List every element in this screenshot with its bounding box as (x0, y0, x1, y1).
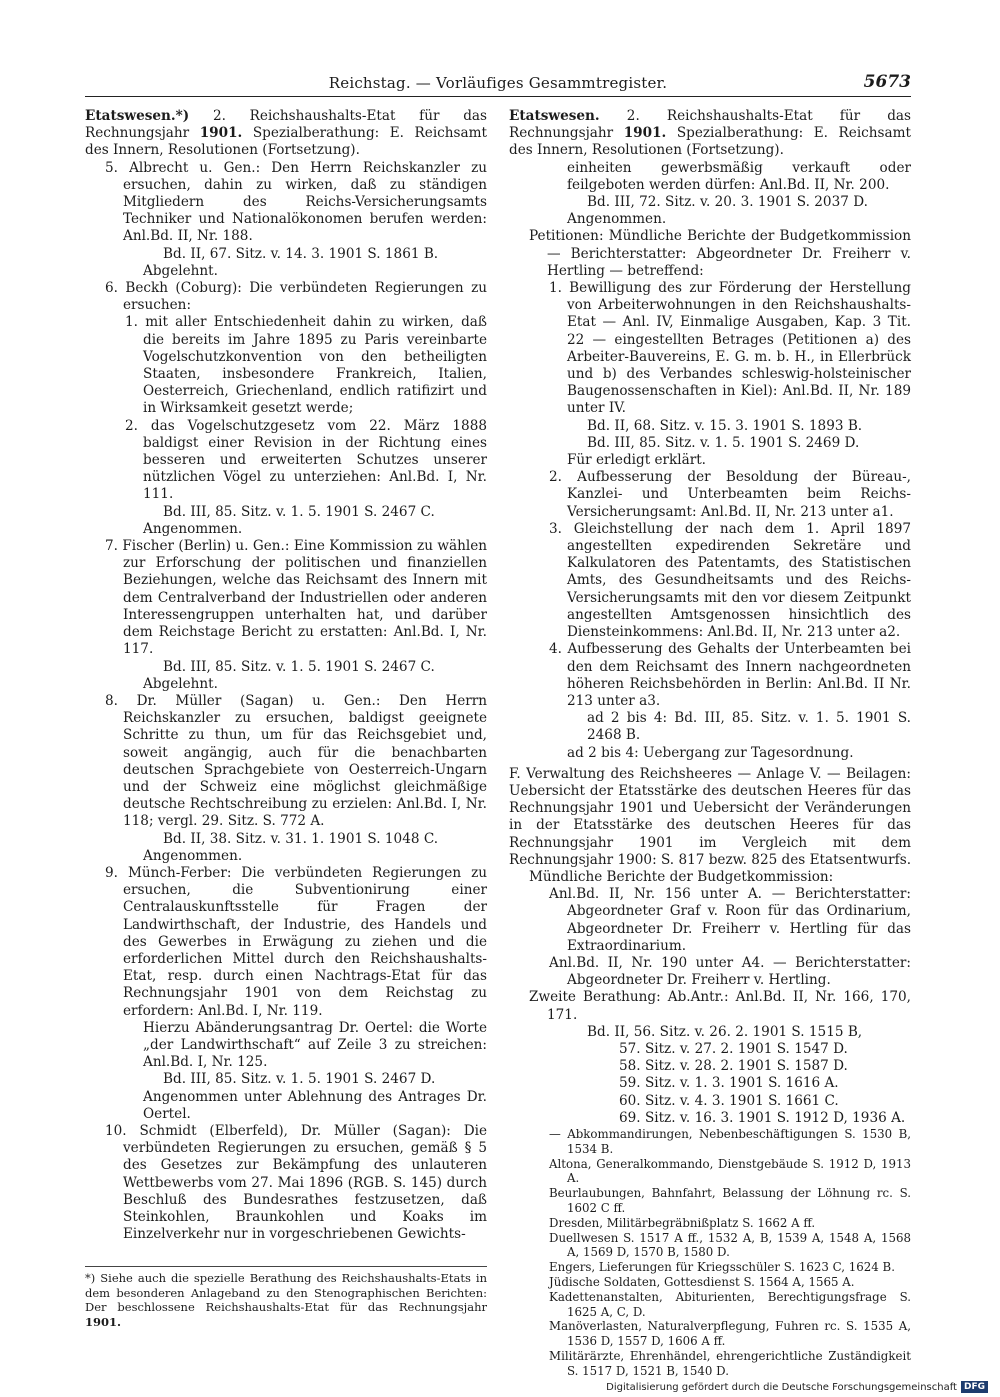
right-entry: Petitionen: Mündliche Berichte der Budgetkommission — Berichterstatter: Abgeordneter Dr. Freiherr v. Hertling — betreffend: (529, 228, 911, 279)
left-entry: 1. mit aller Entschiedenheit dahin zu wirken, daß die bereits im Jahre 1895 zu Paris vereinbarte Vogelschutzkonvention von den betheiligten Staaten, insbesondere Frankreich, Italien, Oesterreich, Griechenland, endlich ratifizirt und in Wirksamkeit gesetzt werde; (125, 314, 487, 417)
right-entry: Manöverlasten, Naturalverpflegung, Fuhren rc. S. 1535 A, 1536 D, 1557 D, 1606 A ff. (549, 1319, 911, 1349)
left-entry: 9. Münch-Ferber: Die verbündeten Regierungen zu ersuchen, die Subventionirung einer Centralauskunftsstelle für Fragen der Landwirthschaft, der Industrie, des Handels und des Gewerbes in Erwägung zu ziehen und die erforderlichen Mittel durch den Reichshaushalts-Etat, resp. durch einen Nachtrags-Etat für das Rechnungsjahr 1901 von dem Reichstag zu erfordern: Anl.Bd. I, Nr. 119. (105, 864, 487, 1019)
left-entry: 5. Albrecht u. Gen.: Den Herrn Reichskanzler zu ersuchen, dahin zu wirken, daß zu ständigen Mitgliedern des Reichs-Versicherungsamts Techniker und Nationalökonomen berufen werden: Anl.Bd. II, Nr. 188. (105, 159, 487, 245)
left-entry: Bd. III, 85. Sitz. v. 1. 5. 1901 S. 2467 D. (163, 1071, 436, 1088)
left-entry: Hierzu Abänderungsantrag Dr. Oertel: die Worte „der Landwirthschaft“ auf Zeile 3 zu streichen: Anl.Bd. I, Nr. 125. (143, 1019, 487, 1071)
right-entry: Für erledigt erklärt. (567, 452, 706, 469)
right-entry: F. Verwaltung des Reichsheeres — Anlage V. — Beilagen: Uebersicht der Etatsstärke des deutschen Heeres für das Rechnungsjahr 1901 und Uebersicht der Veränderungen in der Etatsstärke des deutschen Heeres für das Rechnungsjahr 1901 im Vergleich mit dem Rechnungsjahr 1900: S. 817 bezw. 825 des Etatsentwurfs. (509, 765, 912, 868)
right-entry: ad 2 bis 4: Bd. III, 85. Sitz. v. 1. 5. 1901 S. 2468 B. (587, 710, 911, 744)
right-entry: 3. Gleichstellung der nach dem 1. April 1897 angestellten expedirenden Sekretäre und Kalkulatoren des Patentamts, des Statistischen Amts, des Gesundheitsamts und des Reichs-Versicherungsamts mit den vor diesem Zeitpunkt angestellten Amtsgenossen hinsichtlich des Diensteinkommens: Anl.Bd. II, Nr. 213 unter a2. (549, 520, 911, 641)
right-entry: Jüdische Soldaten, Gottesdienst S. 1564 A, 1565 A. (549, 1274, 855, 1289)
right-entry: ad 2 bis 4: Uebergang zur Tagesordnung. (567, 744, 854, 761)
right-entry: 60. Sitz. v. 4. 3. 1901 S. 1661 C. (619, 1092, 839, 1109)
right-entry: 58. Sitz. v. 28. 2. 1901 S. 1587 D. (619, 1058, 848, 1075)
left-entry: Angenommen unter Ablehnung des Antrages Dr. Oertel. (143, 1088, 487, 1122)
right-entry: 57. Sitz. v. 27. 2. 1901 S. 1547 D. (619, 1040, 848, 1057)
right-entry: Etatswesen. 2. Reichshaushalts-Etat für das Rechnungsjahr 1901. Spezialberathung: E. Reichsamt des Innern, Resolutionen (Fortsetzung). (509, 108, 911, 159)
page-footer (606, 1381, 988, 1393)
right-entry: 4. Aufbesserung des Gehalts der Unterbeamten bei den dem Reichsamt des Innern nachgeordneten höheren Reichsbehörden in Berlin: Anl.Bd. II Nr. 213 unter a3. (549, 641, 911, 709)
right-entry: Angenommen. (567, 211, 667, 228)
right-entry: Bd. II, 56. Sitz. v. 26. 2. 1901 S. 1515 B, (587, 1023, 863, 1040)
right-entry: Altona, Generalkommando, Dienstgebäude S. 1912 D, 1913 A. (549, 1156, 911, 1186)
left-entry: Abgelehnt. (143, 675, 218, 692)
left-entry: Angenommen. (143, 847, 243, 864)
left-entry: 6. Beckh (Coburg): Die verbündeten Regierungen zu ersuchen: (105, 280, 487, 314)
right-entry: — Abkommandirungen, Nebenbeschäftigungen S. 1530 B, 1534 B. (549, 1126, 911, 1156)
footnote: *) Siehe auch die spezielle Berathung des Reichshaushalts-Etats in dem besonderen Anlageband zu den Stenographischen Berichten: Der beschlossene Reichshaushalts-Etat für das Rechnungsjahr 1901. (85, 1266, 487, 1329)
left-entry: Bd. III, 85. Sitz. v. 1. 5. 1901 S. 2467 C. (163, 503, 435, 520)
left-entry: 2. das Vogelschutzgesetz vom 22. März 1888 baldigst einer Revision in der Richtung eines besseren und erweiterten Schutzes unserer nützlichen Vögel zu unterziehen: Anl.Bd. I, Nr. 111. (125, 417, 487, 503)
left-entry: Angenommen. (143, 520, 243, 537)
left-entry: 8. Dr. Müller (Sagan) u. Gen.: Den Herrn Reichskanzler zu ersuchen, baldigst geeignete Schritte zu thun, um für das Reichsgebiet und, soweit angängig, auch für die benachbarten deutschen Sprachgebiete von Oesterreich-Ungarn und der Schweiz eine möglichst gleichmäßige deutsche Rechtschreibung zu erzielen: Anl.Bd. I, Nr. 118; vergl. 29. Sitz. S. 772 A. (105, 692, 487, 830)
left-entry: Etatswesen.*) 2. Reichshaushalts-Etat für das Rechnungsjahr 1901. Spezialberathung: E. Reichsamt des Innern, Resolutionen (Fortsetzung). (85, 108, 487, 159)
right-entry: Engers, Lieferungen für Kriegsschüler S. 1623 C, 1624 B. (549, 1260, 895, 1275)
right-entry: Beurlaubungen, Bahnfahrt, Belassung der Löhnung rc. S. 1602 C ff. (549, 1186, 911, 1215)
right-entry: 69. Sitz. v. 16. 3. 1901 S. 1912 D, 1936 A. (619, 1109, 906, 1126)
right-entry: 59. Sitz. v. 1. 3. 1901 S. 1616 A. (619, 1075, 839, 1092)
running-title: Reichstag. — Vorläufiges Gesammtregister. (328, 74, 668, 92)
left-entry: Bd. III, 85. Sitz. v. 1. 5. 1901 S. 2467 C. (163, 658, 435, 675)
page-number: 5673 (863, 72, 911, 92)
right-column (509, 108, 911, 1379)
left-entry: 10. Schmidt (Elberfeld), Dr. Müller (Sagan): Die verbündeten Regierungen zu ersuchen, gemäß § 5 des Gesetzes zur Bekämpfung des unlauteren Wettbewerbs vom 27. Mai 1896 (RGB. S. 145) durch Beschluß des Bundesrathes festzusetzen, daß Steinkohlen, Braunkohlen und Koaks im Einzelverkehr nur in vorgeschriebenen Gewichts- (105, 1122, 487, 1243)
right-entry: Bd. III, 72. Sitz. v. 20. 3. 1901 S. 2037 D. (587, 194, 868, 211)
page-header (85, 70, 911, 97)
left-entry: Bd. II, 67. Sitz. v. 14. 3. 1901 S. 1861 B. (163, 245, 439, 262)
right-entry: Bd. III, 85. Sitz. v. 1. 5. 1901 S. 2469 D. (587, 434, 860, 451)
left-entry: Bd. II, 38. Sitz. v. 31. 1. 1901 S. 1048 C. (163, 830, 439, 847)
right-entry: 2. Aufbesserung der Besoldung der Büreau-, Kanzlei- und Unterbeamten beim Reichs-Versicherungsamt: Anl.Bd. II, Nr. 213 unter a1. (549, 469, 911, 520)
right-entry: 1. Bewilligung des zur Förderung der Herstellung von Arbeiterwohnungen in den Reichshaushalts-Etat — Anl. IV, Einmalige Ausgaben, Kap. 3 Tit. 22 — eingestellten Betrages (Petitionen a) des Arbeiter-Bauvereins, E. G. m. b. H., in Ellerbrück und b) des Verbandes schleswig-holsteinischer Baugenossenschaften in Kiel): Anl.Bd. II, Nr. 189 unter IV. (549, 280, 911, 417)
right-entry: Militärärzte, Ehrenhändel, ehrengerichtliche Zuständigkeit S. 1517 D, 1521 B, 1540 D. (549, 1348, 911, 1378)
right-entry: Mündliche Berichte der Budgetkommission: (529, 868, 834, 885)
right-entry: Zweite Berathung: Ab.Antr.: Anl.Bd. II, Nr. 166, 170, 171. (529, 989, 911, 1023)
right-entry: einheiten gewerbsmäßig verkauft oder feilgeboten werden dürfen: Anl.Bd. II, Nr. 200. (567, 159, 911, 193)
right-entry: Bd. II, 68. Sitz. v. 15. 3. 1901 S. 1893 B. (587, 417, 863, 434)
left-column (85, 108, 487, 1243)
right-entry: Duellwesen S. 1517 A ff., 1532 A, B, 1539 A, 1548 A, 1568 A, 1569 D, 1570 B, 1580 D. (549, 1230, 911, 1260)
footer-text: Digitalisierung gefördert durch die Deutsche Forschungsgemeinschaft (606, 1381, 957, 1393)
dfg-logo: DFG (961, 1381, 988, 1393)
right-entry: Kadettenanstalten, Abiturienten, Berechtigungsfrage S. 1625 A, C, D. (549, 1289, 911, 1319)
left-entry: Abgelehnt. (143, 262, 218, 279)
left-entry: 7. Fischer (Berlin) u. Gen.: Eine Kommission zu wählen zur Erforschung der politischen und finanziellen Beziehungen, welche das Reichsamt des Innern mit dem Centralverband der Industriellen oder anderen Interessengruppen unterhalten hat, und darüber dem Reichstage Bericht zu erstatten: Anl.Bd. I, Nr. 117. (105, 538, 487, 658)
right-entry: Anl.Bd. II, Nr. 190 unter A4. — Berichterstatter: Abgeordneter Dr. Freiherr v. Hertling. (549, 954, 911, 989)
right-entry: Dresden, Militärbegräbnißplatz S. 1662 A ff. (549, 1215, 816, 1230)
right-entry: Anl.Bd. II, Nr. 156 unter A. — Berichterstatter: Abgeordneter Graf v. Roon für das Ordinarium, Abgeordneter Dr. Freiherr v. Hertling für das Extraordinarium. (549, 886, 911, 954)
